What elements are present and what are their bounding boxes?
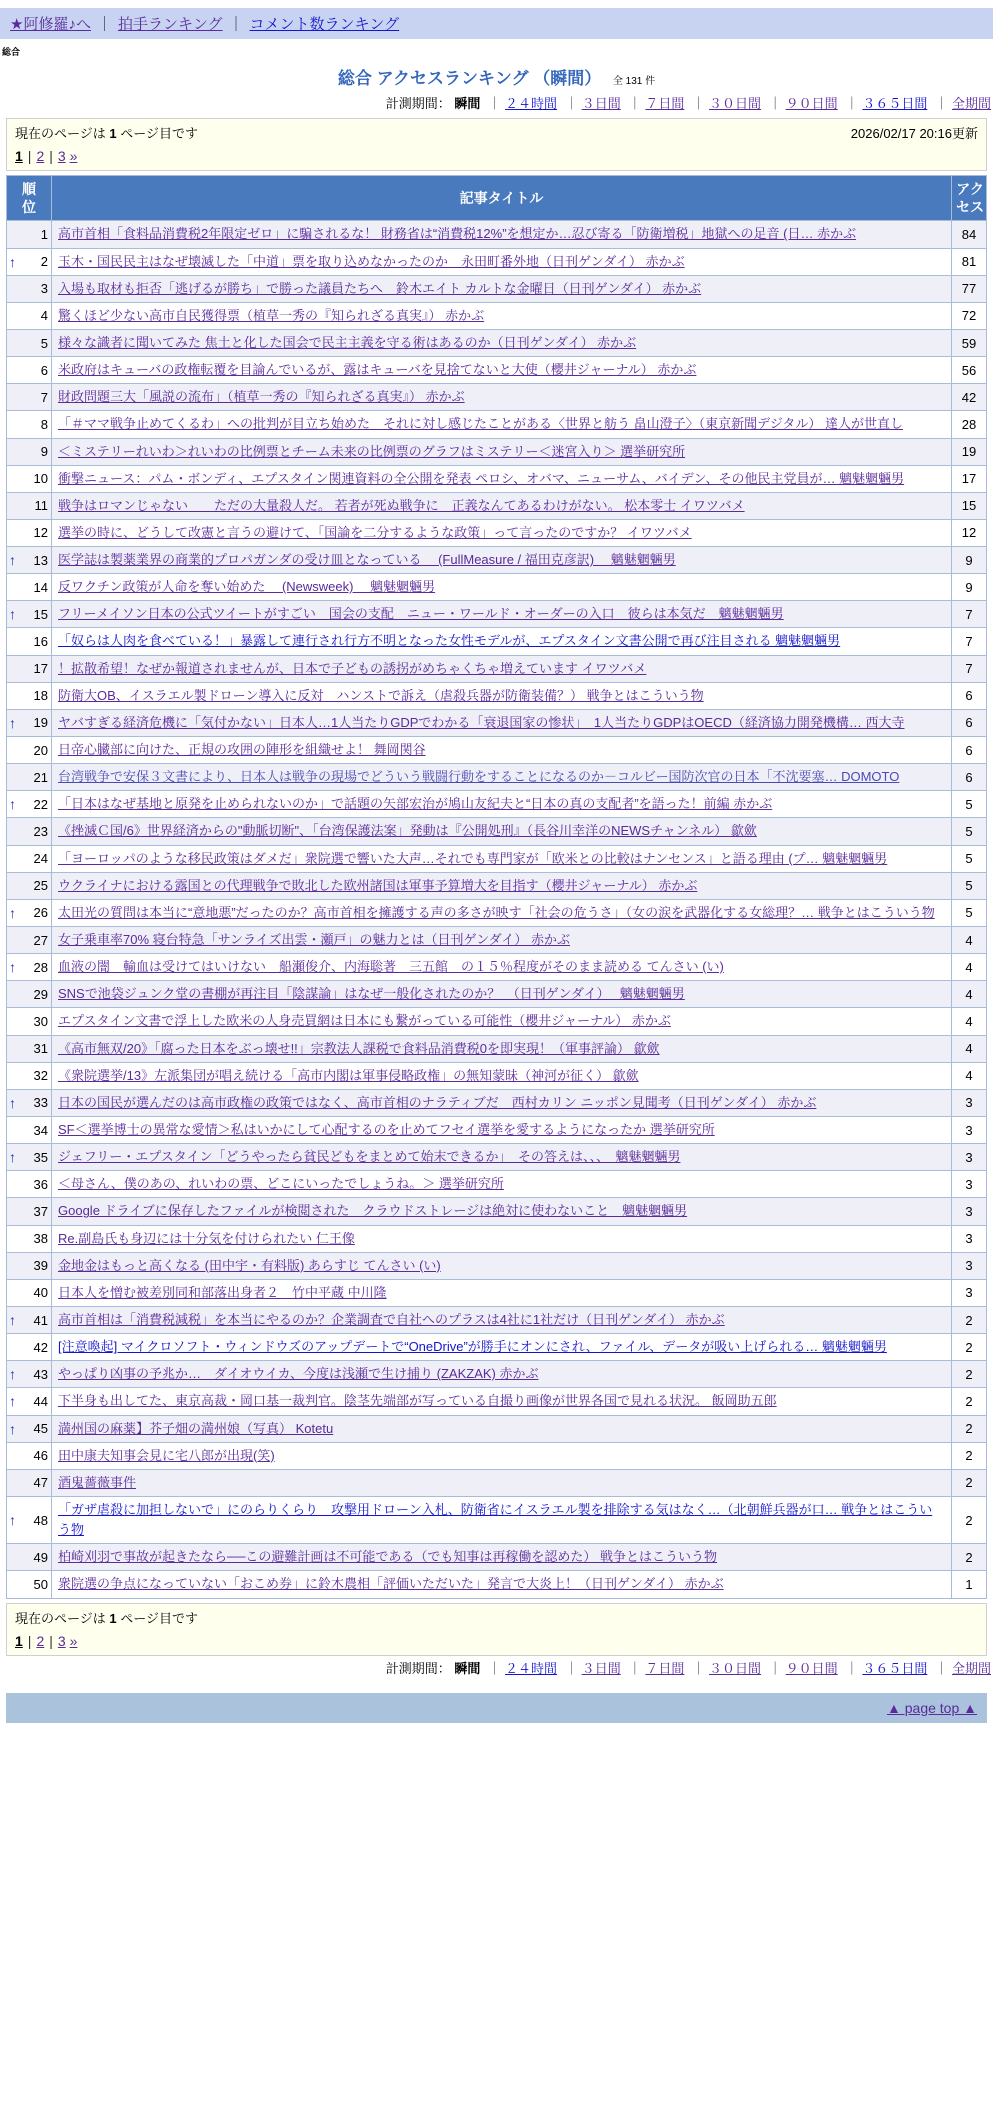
access-count: 7 — [952, 601, 987, 628]
article-link[interactable]: 財政問題三大「風説の流布」（植草一秀の『知られざる真実』） 赤かぶ — [58, 389, 465, 405]
rank-number: 47 — [33, 1475, 48, 1491]
section-label: 総合 — [2, 47, 21, 57]
table-row — [7, 465, 987, 492]
pagination-next[interactable]: » — [69, 148, 78, 164]
article-link[interactable]: やっぱり凶事の予兆か… ダイオウイカ、今度は浅瀬で生け捕り (ZAKZAK) 赤かぶ — [58, 1366, 539, 1382]
article-link[interactable]: 反ワクチン政策が人命を奪い始めた (Newsweek) 魑魅魍魎男 — [58, 579, 436, 595]
ranking-table-body — [7, 221, 987, 1598]
access-count: 6 — [952, 682, 987, 709]
rank-number: 13 — [33, 552, 48, 568]
period-current: 瞬間 — [454, 96, 481, 111]
table-row — [7, 764, 987, 791]
rank-number: 41 — [33, 1312, 48, 1328]
rank-number: 12 — [33, 525, 48, 541]
article-link[interactable]: 米政府はキューバの政権転覆を目論んでいるが、露はキューバを見捨てないと大使（櫻井ジャーナル） 赤かぶ — [58, 362, 697, 378]
table-row — [7, 1544, 987, 1571]
access-count: 6 — [952, 709, 987, 736]
table-row — [7, 275, 987, 302]
pagination-bottom: 1 | 2 | 3 » — [15, 1632, 78, 1649]
article-link[interactable]: 「日本はなぜ基地と原発を止められないのか」で話題の矢部宏治が鳩山友紀夫と“日本の真の支配者”を語った！前編 赤かぶ — [58, 796, 773, 812]
rank-up-icon: ↑ — [9, 1420, 16, 1437]
article-link[interactable]: Re.副島氏も身辺には十分気を付けられたい 仁王像 — [58, 1230, 355, 1246]
table-row — [7, 655, 987, 682]
access-count: 6 — [952, 764, 987, 791]
article-link[interactable]: 「奴らは人肉を食べている！」暴露して連行され行方不明となった女性モデルが、エプスタイン文書公開で再び注目される 魑魅魍魎男 — [58, 633, 841, 649]
current-page-text: 現在のページは 1 ページ目です — [15, 126, 198, 141]
article-link[interactable]: 満州国の麻薬】芥子畑の満州娘（写真） Kotetu — [58, 1420, 334, 1436]
rank-up-icon: ↑ — [9, 253, 16, 270]
period-link-30d[interactable]: ３０日間 — [709, 1660, 762, 1676]
rank-number: 18 — [33, 688, 48, 704]
table-row — [7, 981, 987, 1008]
access-count: 3 — [952, 1144, 987, 1171]
rank-number: 25 — [33, 878, 48, 894]
nav-link-hakushu-ranking[interactable]: 拍手ランキング — [117, 16, 223, 33]
access-count: 77 — [952, 275, 987, 302]
period-link-365d[interactable]: ３６５日間 — [862, 96, 928, 111]
period-link-3d[interactable]: ３日間 — [581, 96, 621, 111]
article-link[interactable]: 女子乗車率70% 寝台特急「サンライズ出雲・瀬戸」の魅力とは（日刊ゲンダイ） 赤かぶ — [58, 932, 571, 948]
table-row — [7, 302, 987, 329]
ranking-table — [6, 175, 987, 1599]
access-count: 2 — [952, 1496, 987, 1543]
article-link[interactable]: 「＃ママ戦争止めてくるわ」への批判が目立ち始めた それに対し感じたことがある〈世界と舫う 畠山澄子〉（東京新聞デジタル） 達人が世直し — [58, 416, 903, 432]
article-link[interactable]: エプスタイン文書で浮上した欧米の人身売買網は日本にも繋がっている可能性（櫻井ジャーナル） 赤かぶ — [58, 1013, 671, 1029]
top-nav-bar — [0, 8, 993, 39]
access-count: 2 — [952, 1469, 987, 1496]
pagination-page-2[interactable]: 2 — [36, 1632, 45, 1649]
article-link[interactable]: 田中康夫知事会見に宅八郎が出現(笑) — [58, 1447, 275, 1463]
period-link-7d[interactable]: ７日間 — [645, 96, 685, 111]
access-count: 3 — [952, 1279, 987, 1306]
rank-number: 23 — [33, 824, 48, 840]
access-count: 2 — [952, 1544, 987, 1571]
access-count: 4 — [952, 927, 987, 954]
article-link[interactable]: SNSで池袋ジュンク堂の書棚が再注目「陰謀論」はなぜ一般化されたのか？ （日刊ゲンダイ） 魑魅魍魎男 — [58, 986, 685, 1002]
table-row — [7, 357, 987, 384]
access-count: 84 — [952, 221, 987, 248]
access-count: 9 — [952, 547, 987, 574]
rank-number: 28 — [33, 959, 48, 975]
rank-number: 49 — [33, 1549, 48, 1565]
period-current: 瞬間 — [454, 1660, 481, 1676]
table-row — [7, 384, 987, 411]
rank-number: 30 — [33, 1014, 48, 1030]
pagination-current-page: 1 — [15, 148, 23, 164]
page-top-bar — [6, 1693, 987, 1723]
access-count: 3 — [952, 1089, 987, 1116]
column-header-title: 記事タイトル — [52, 176, 952, 221]
article-link[interactable]: フリーメイソン日本の公式ツイートがすごい 国会の支配 ニュー・ワールド・オーダーの入口 彼らは本気だ 魑魅魍魎男 — [58, 606, 784, 622]
rank-number: 14 — [33, 579, 48, 595]
nav-separator: ｜ — [228, 16, 244, 33]
period-link-24h[interactable]: ２４時間 — [505, 1660, 558, 1676]
access-count: 3 — [952, 1198, 987, 1225]
pagination-next[interactable]: » — [69, 1632, 78, 1649]
article-link[interactable]: 血液の闇 輸血は受けてはいけない 船瀬俊介、内海聡著 三五館 の１５％程度がそのまま読める てんさい (い) — [58, 959, 724, 975]
article-link[interactable]: ！拡散希望！なぜか報道されませんが、日本で子どもの誘拐がめちゃくちゃ増えています イワツバメ — [58, 660, 647, 676]
table-row — [7, 1144, 987, 1171]
rank-up-icon: ↑ — [9, 1149, 16, 1166]
access-count: 5 — [952, 791, 987, 818]
rank-number: 40 — [33, 1285, 48, 1301]
column-header-access: アクセス — [952, 176, 987, 221]
rank-number: 3 — [40, 281, 48, 297]
article-link[interactable]: ヤバすぎる経済危機に「気付かない」日本人…1人当たりGDPでわかる「衰退国家の惨状」 1人当たりGDPはOECD（経済協力開発機構… 西大寺 — [58, 714, 905, 730]
access-count: 19 — [952, 438, 987, 465]
table-row — [7, 954, 987, 981]
article-link[interactable]: 高市首相「食料品消費税2年限定ゼロ」に騙されるな！ 財務省は“消費税12%”を想定か…忍び寄る「防衛増税」地獄への足音 (日… 赤かぶ — [58, 226, 857, 242]
table-row — [7, 791, 987, 818]
table-row — [7, 845, 987, 872]
rank-number: 26 — [33, 905, 48, 921]
table-row — [7, 1442, 987, 1469]
article-link[interactable]: 酒鬼薔薇事件 — [58, 1474, 137, 1490]
access-count: 4 — [952, 954, 987, 981]
period-link-365d[interactable]: ３６５日間 — [862, 1660, 928, 1676]
rank-up-icon: ↑ — [9, 904, 16, 921]
table-row — [7, 1496, 987, 1543]
access-count: 2 — [952, 1388, 987, 1415]
rank-up-icon: ↑ — [9, 1094, 16, 1111]
rank-number: 48 — [33, 1512, 48, 1528]
table-row — [7, 737, 987, 764]
access-count: 72 — [952, 302, 987, 329]
table-row — [7, 492, 987, 519]
rank-number: 22 — [33, 796, 48, 812]
table-row — [7, 1279, 987, 1306]
article-link[interactable]: 入場も取材も拒否「逃げるが勝ち」で勝った議員たちへ 鈴木エイト カルトな金曜日（日刊ゲンダイ） 赤かぶ — [58, 280, 702, 296]
rank-number: 42 — [33, 1339, 48, 1355]
updated-timestamp: 2026/02/17 20:16更新 — [850, 126, 978, 141]
rank-number: 50 — [33, 1576, 48, 1592]
table-row — [7, 1252, 987, 1279]
period-link-90d[interactable]: ９０日間 — [785, 1660, 838, 1676]
article-link[interactable]: 様々な識者に聞いてみた 焦土と化した国会で民主主義を守る術はあるのか（日刊ゲンダイ） 赤かぶ — [58, 334, 637, 350]
rank-up-icon: ↑ — [9, 714, 16, 731]
article-link[interactable]: 衝撃ニュース：パム・ボンディ、エプスタイン関連資料の全公開を発表 ペロシ、オバマ、ニューサム、バイデン、その他民主党員が… 魑魅魍魎男 — [58, 470, 905, 486]
access-count: 4 — [952, 1008, 987, 1035]
period-link-all[interactable]: 全期間 — [951, 96, 991, 111]
access-count: 2 — [952, 1307, 987, 1334]
access-count: 81 — [952, 248, 987, 275]
article-link[interactable]: 衆院選の争点になっていない「おこめ券」に鈴木農相「評価いただいた」発言で大炎上！（日刊ゲンダイ） 赤かぶ — [58, 1576, 724, 1592]
rank-number: 44 — [33, 1393, 48, 1409]
access-count: 12 — [952, 519, 987, 546]
access-count: 5 — [952, 818, 987, 845]
access-count: 4 — [952, 981, 987, 1008]
rank-number: 15 — [33, 606, 48, 622]
article-link[interactable]: 「ヨーロッパのような移民政策はダメだ」衆院選で響いた大声…それでも専門家が「欧米との比較はナンセンス」と語る理由 (プ… 魑魅魍魎男 — [58, 850, 888, 866]
rank-number: 7 — [40, 389, 48, 405]
rank-number: 21 — [33, 769, 48, 785]
article-link[interactable]: 太田光の質問は本当に“意地悪”だったのか？高市首相を擁護する声の多さが映す「社会の危うさ」（女の涙を武器化する女総理？… 戦争とはこういう物 — [58, 904, 935, 920]
pagination-page-2[interactable]: 2 — [36, 148, 45, 164]
period-selector-top: 計測期間： 瞬間 ｜ ２４時間 ｜ ３日間 ｜ ７日間 ｜ ３０日間 ｜ ９０日間 ｜ ３６５日間 ｜ 全期間 — [385, 96, 991, 111]
access-count: 2 — [952, 1415, 987, 1442]
period-link-30d[interactable]: ３０日間 — [709, 96, 762, 111]
rank-up-icon: ↑ — [9, 1312, 16, 1329]
rank-up-icon: ↑ — [9, 1366, 16, 1383]
article-link[interactable]: 《挫滅Ｃ国/6》世界経済からの"動脈切断"、「台湾保護法案」発動は『公開処刑』（長谷川幸洋のNEWSチャンネル） 歙歛 — [58, 823, 757, 839]
page-top-link[interactable]: ▲ page top ▲ — [887, 1699, 977, 1716]
table-row — [7, 1089, 987, 1116]
pagination-top: 1 | 2 | 3 » — [15, 148, 78, 164]
rank-up-icon: ↑ — [9, 1393, 16, 1410]
rank-number: 11 — [34, 498, 48, 514]
rank-number: 34 — [33, 1122, 48, 1138]
table-row — [7, 221, 987, 248]
page-info-box-top — [6, 118, 987, 171]
rank-number: 35 — [33, 1149, 48, 1165]
table-row — [7, 1388, 987, 1415]
access-count: 2 — [952, 1442, 987, 1469]
article-link[interactable]: ＜母さん、僕のあの、れいわの票、どこにいったでしょうね。＞ 選挙研究所 — [58, 1176, 504, 1192]
period-label: 計測期間： — [385, 96, 451, 111]
table-header-row — [7, 176, 987, 221]
nav-link-asyura-home[interactable]: ★阿修羅♪へ — [10, 16, 91, 33]
article-link[interactable]: 《衆院選挙/13》左派集団が唱え続ける「高市内閣は軍事侵略政権」の無知蒙昧（神河が征く） 歙歛 — [58, 1067, 639, 1083]
article-link[interactable]: 医学誌は製薬業界の商業的プロパガンダの受け皿となっている (FullMeasure / 福田克彦訳) 魑魅魍魎男 — [58, 552, 676, 568]
article-link[interactable]: 日帝心臓部に向けた、正規の攻囲の陣形を組織せよ！ 舞岡関谷 — [58, 742, 426, 758]
rank-up-icon: ↑ — [9, 959, 16, 976]
table-row — [7, 411, 987, 438]
access-count: 5 — [952, 872, 987, 899]
article-link[interactable]: 日本人を憎む被差別同和部落出身者２＿竹中平蔵 中川隆 — [58, 1284, 387, 1300]
access-count: 42 — [952, 384, 987, 411]
table-row — [7, 1361, 987, 1388]
rank-number: 45 — [33, 1421, 48, 1437]
article-link[interactable]: 驚くほど少ない高市自民獲得票（植草一秀の『知られざる真実』） 赤かぶ — [58, 307, 485, 323]
article-link[interactable]: [注意喚起] マイクロソフト・ウィンドウズのアップデートで“OneDrive”が勝手にオンにされ、ファイル、データが吸い上げられる… 魑魅魍魎男 — [58, 1339, 887, 1355]
table-row — [7, 1117, 987, 1144]
access-count: 4 — [952, 1035, 987, 1062]
table-row — [7, 329, 987, 356]
rank-number: 43 — [33, 1366, 48, 1382]
table-row — [7, 1571, 987, 1598]
article-link[interactable]: 玉木・国民民主はなぜ壊滅した「中道」票を取り込めなかったのか 永田町番外地（日刊ゲンダイ） 赤かぶ — [58, 253, 685, 269]
rank-number: 6 — [40, 362, 48, 378]
current-page-text: 現在のページは 1 ページ目です — [15, 1610, 198, 1626]
access-count: 5 — [952, 845, 987, 872]
pagination-page-3[interactable]: 3 — [57, 148, 66, 164]
table-row — [7, 628, 987, 655]
rank-number: 32 — [33, 1068, 48, 1084]
table-row — [7, 1225, 987, 1252]
article-link[interactable]: Google ドライブに保存したファイルが検閲された クラウドストレージは絶対に使わないこと 魑魅魍魎男 — [58, 1203, 688, 1219]
article-link[interactable]: 日本の国民が選んだのは高市政権の政策ではなく、高市首相のナラティブだ 西村カリン ニッポン見聞考（日刊ゲンダイ） 赤かぶ — [58, 1094, 817, 1110]
page-title: 総合 アクセスランキング （瞬間） — [337, 69, 602, 88]
article-link[interactable]: 金地金はもっと高くなる (田中宇・有料版) あらすじ てんさい (い) — [58, 1257, 441, 1273]
access-count: 3 — [952, 1117, 987, 1144]
table-row — [7, 1415, 987, 1442]
rank-number: 17 — [33, 661, 48, 677]
article-link[interactable]: 選挙の時に、どうして改憲と言うの避けて、「国論を二分するような政策」って言ったのですか？ イワツバメ — [58, 524, 692, 540]
access-count: 59 — [952, 329, 987, 356]
table-row — [7, 519, 987, 546]
access-count: 4 — [952, 1062, 987, 1089]
access-count: 9 — [952, 574, 987, 601]
article-link[interactable]: ジェフリー・エプスタイン「どうやったら貧民どもをまとめて始末できるか」 その答えは、、、 魑魅魍魎男 — [58, 1149, 681, 1165]
table-row — [7, 601, 987, 628]
article-link[interactable]: ウクライナにおける露国との代理戦争で敗北した欧州諸国は軍事予算増大を目指す（櫻井ジャーナル） 赤かぶ — [58, 877, 698, 893]
rank-up-icon: ↑ — [9, 1512, 16, 1529]
table-row — [7, 899, 987, 926]
access-count: 3 — [952, 1225, 987, 1252]
rank-number: 16 — [33, 634, 48, 650]
rank-number: 20 — [33, 742, 48, 758]
rank-number: 39 — [33, 1258, 48, 1274]
column-header-rank: 順位 — [7, 176, 52, 221]
rank-number: 33 — [33, 1095, 48, 1111]
rank-number: 29 — [33, 986, 48, 1002]
table-row — [7, 1171, 987, 1198]
access-count: 2 — [952, 1361, 987, 1388]
table-row — [7, 872, 987, 899]
rank-number: 38 — [33, 1231, 48, 1247]
access-count: 7 — [952, 628, 987, 655]
nav-link-comment-ranking[interactable]: コメント数ランキング — [249, 16, 400, 33]
page-info-box-bottom — [6, 1603, 987, 1656]
rank-number: 19 — [33, 715, 48, 731]
period-link-90d[interactable]: ９０日間 — [785, 96, 838, 111]
title-line — [0, 64, 993, 89]
table-row — [7, 927, 987, 954]
rank-up-icon: ↑ — [9, 552, 16, 569]
period-selector-bottom: 計測期間： 瞬間 ｜ ２４時間 ｜ ３日間 ｜ ７日間 ｜ ３０日間 ｜ ９０日間 ｜ ３６５日間 ｜ 全期間 — [385, 1660, 991, 1676]
article-link[interactable]: 高市首相は「消費税減税」を本当にやるのか？企業調査で自社へのプラスは4社に1社だけ（日刊ゲンダイ） 赤かぶ — [58, 1312, 725, 1327]
rank-number: 27 — [33, 932, 48, 948]
table-row — [7, 682, 987, 709]
access-count: 2 — [952, 1334, 987, 1361]
period-link-7d[interactable]: ７日間 — [645, 1660, 685, 1676]
table-row — [7, 248, 987, 275]
pagination-page-3[interactable]: 3 — [57, 1632, 66, 1649]
rank-number: 10 — [33, 471, 48, 487]
period-label: 計測期間： — [385, 1660, 451, 1676]
rank-number: 9 — [40, 444, 48, 460]
table-row — [7, 1198, 987, 1225]
rank-number: 1 — [40, 226, 48, 242]
article-link[interactable]: 柏崎刈羽で事故が起きたなら──この避難計画は不可能である（でも知事は再稼働を認めた） 戦争とはこういう物 — [58, 1549, 718, 1565]
rank-number: 4 — [40, 308, 48, 324]
table-row — [7, 1469, 987, 1496]
access-count: 28 — [952, 411, 987, 438]
table-row — [7, 547, 987, 574]
article-link[interactable]: 下半身も出してた、東京高裁・岡口基一裁判官。陰茎先端部が写っている自撮り画像が世界各国で見れる状況。 飯岡助五郎 — [58, 1393, 777, 1409]
article-link[interactable]: 戦争はロマンじゃない ただの大量殺人だ。 若者が死ぬ戦争に 正義なんてあるわけがない。 松本零士 イワツバメ — [58, 497, 745, 513]
access-count: 15 — [952, 492, 987, 519]
access-count: 6 — [952, 737, 987, 764]
rank-number: 46 — [33, 1448, 48, 1464]
table-row — [7, 709, 987, 736]
access-count: 5 — [952, 899, 987, 926]
table-row — [7, 818, 987, 845]
period-link-3d[interactable]: ３日間 — [581, 1660, 621, 1676]
rank-number: 31 — [33, 1041, 48, 1057]
access-count: 3 — [952, 1171, 987, 1198]
rank-number: 24 — [33, 851, 48, 867]
article-link[interactable]: 台湾戦争で安保３文書により、日本人は戦争の現場でどういう戦闘行動をすることになるのか－コルビー国防次官の日本「不沈要塞… DOMOTO — [58, 769, 900, 785]
table-row — [7, 1035, 987, 1062]
table-row — [7, 438, 987, 465]
nav-separator: ｜ — [96, 16, 112, 33]
table-row — [7, 1008, 987, 1035]
access-count: 17 — [952, 465, 987, 492]
rank-number: 37 — [33, 1204, 48, 1219]
article-link[interactable]: ＜ミステリーれいわ＞れいわの比例票とチーム未来の比例票のグラフはミステリー＜迷宮入り＞ 選挙研究所 — [58, 443, 686, 459]
table-row — [7, 1334, 987, 1361]
rank-up-icon: ↑ — [9, 606, 16, 623]
access-count: 7 — [952, 655, 987, 682]
table-row — [7, 574, 987, 601]
article-link[interactable]: 防衛大OB、イスラエル製ドローン導入に反対 ハンストで訴え（虐殺兵器が防衛装備？） 戦争とはこういう物 — [58, 687, 704, 703]
access-count: 56 — [952, 357, 987, 384]
rank-up-icon: ↑ — [9, 796, 16, 813]
table-row — [7, 1062, 987, 1089]
period-link-all[interactable]: 全期間 — [951, 1660, 991, 1676]
article-link[interactable]: 《高市無双/20》「腐った日本をぶっ壊せ!!」宗教法人課税で食料品消費税0を即実現！（軍事評論） 歙歛 — [58, 1040, 660, 1056]
rank-number: 5 — [40, 335, 48, 351]
article-link[interactable]: SF＜選挙博士の異常な愛情＞私はいかにして心配するのを止めてフセイ選挙を愛するようになったか 選挙研究所 — [58, 1122, 715, 1138]
rank-number: 8 — [40, 416, 48, 432]
period-link-24h[interactable]: ２４時間 — [505, 96, 558, 111]
access-count: 1 — [952, 1571, 987, 1598]
table-row — [7, 1307, 987, 1334]
access-count: 3 — [952, 1252, 987, 1279]
rank-number: 2 — [40, 254, 48, 270]
pagination-current-page: 1 — [15, 1632, 23, 1649]
article-link[interactable]: 「ガザ虐殺に加担しないで」にのらりくらり 攻撃用ドローン入札、防衛省にイスラエル製を排除する気はなく…（北朝鮮兵器が口… 戦争とはこういう物 — [58, 1501, 933, 1538]
total-count: 全 131 件 — [612, 76, 656, 87]
rank-number: 36 — [33, 1176, 48, 1192]
